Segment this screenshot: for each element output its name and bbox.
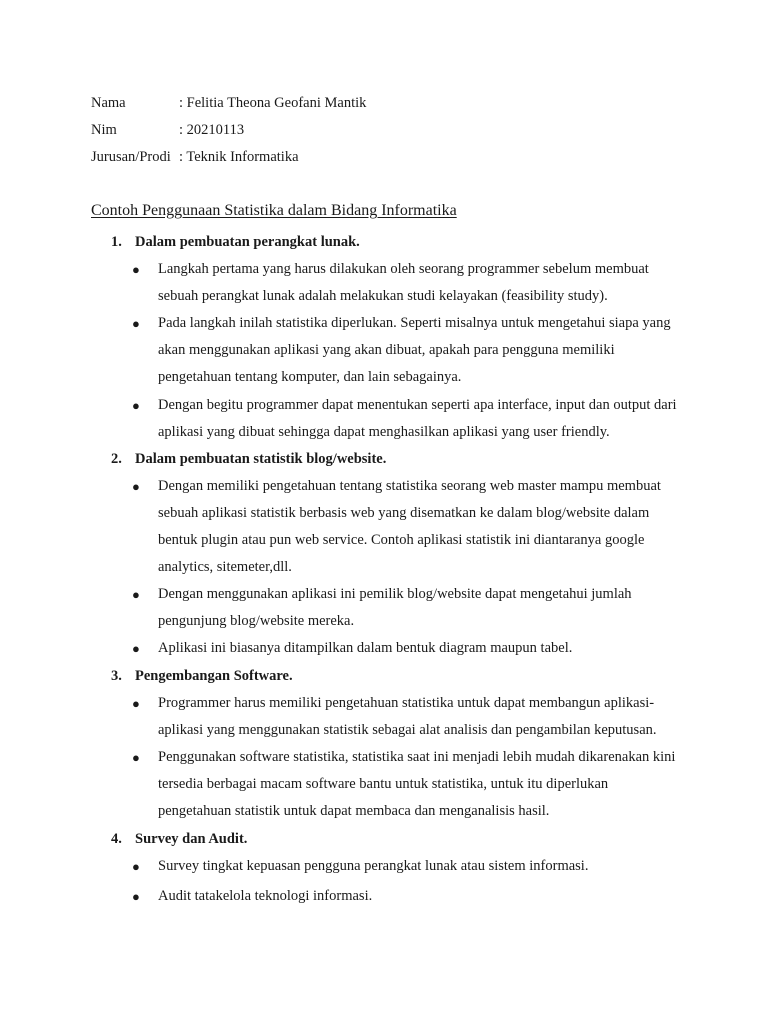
section-number: 2. bbox=[111, 451, 122, 467]
bullet-icon: ● bbox=[132, 316, 140, 331]
section-title: Dalam pembuatan perangkat lunak. bbox=[135, 234, 360, 250]
bullet-icon: ● bbox=[132, 889, 140, 904]
list-item-text: Audit tatakelola teknologi informasi. bbox=[158, 888, 373, 904]
list-item-text: Dengan menggunakan aplikasi ini pemilik blog/website dapat mengetahui jumlah pengunjung blog/website mereka. bbox=[158, 586, 632, 629]
list-item-text: Dengan begitu programmer dapat menentukan seperti apa interface, input dan output dari aplikasi yang dibuat sehingga dapat menghasilkan aplikasi yang user friendly. bbox=[158, 397, 677, 440]
bullet-icon: ● bbox=[132, 696, 140, 711]
list-item bbox=[132, 690, 677, 744]
identity-row-jurusan bbox=[91, 146, 366, 173]
list-item bbox=[132, 473, 677, 581]
bullet-icon: ● bbox=[132, 750, 140, 765]
bullet-icon: ● bbox=[132, 641, 140, 656]
identity-row-name bbox=[91, 92, 366, 119]
bullet-icon: ● bbox=[132, 262, 140, 277]
identity-row-nim bbox=[91, 119, 366, 146]
identity-value: : 20210113 bbox=[179, 122, 245, 138]
list-item-text: Dengan memiliki pengetahuan tentang statistika seorang web master mampu membuat sebuah aplikasi statistik berbasis web yang disematkan ke dalam blog/website dalam bentuk plugin atau pun web service. Contoh aplikasi statistik ini diantaranya google analytics, sitemeter,dll. bbox=[158, 478, 661, 575]
section-heading-2 bbox=[111, 448, 386, 470]
list-item bbox=[132, 392, 677, 446]
list-item-text: Aplikasi ini biasanya ditampilkan dalam bentuk diagram maupun tabel. bbox=[158, 640, 573, 656]
bullet-icon: ● bbox=[132, 587, 140, 602]
section-heading-3 bbox=[111, 665, 293, 687]
list-item-text: Survey tingkat kepuasan pengguna perangkat lunak atau sistem informasi. bbox=[158, 858, 589, 874]
bullet-icon: ● bbox=[132, 859, 140, 874]
list-item bbox=[132, 581, 677, 635]
bullet-icon: ● bbox=[132, 398, 140, 413]
section-number: 1. bbox=[111, 234, 122, 250]
bullet-icon: ● bbox=[132, 479, 140, 494]
list-item-text: Penggunakan software statistika, statistika saat ini menjadi lebih mudah dikarenakan kini tersedia berbagai macam software bantu untuk statistika, untuk itu diperlukan pengetahuan statistik untuk dapat membaca dan menganalisis hasil. bbox=[158, 749, 676, 819]
identity-label: Nim bbox=[91, 122, 117, 138]
list-item-text: Pada langkah inilah statistika diperlukan. Seperti misalnya untuk mengetahui siapa yang akan menggunakan aplikasi yang akan dibuat, apakah para pengguna memiliki pengetahuan tentang komputer, dan lain sebagainya. bbox=[158, 315, 671, 385]
identity-label: Jurusan/Prodi bbox=[91, 149, 171, 165]
list-item bbox=[132, 883, 677, 910]
identity-block bbox=[91, 92, 366, 173]
identity-value: : Teknik Informatika bbox=[179, 149, 299, 165]
section-title: Pengembangan Software. bbox=[135, 668, 293, 684]
list-item bbox=[132, 635, 677, 662]
section-title: Survey dan Audit. bbox=[135, 831, 248, 847]
list-item bbox=[132, 853, 677, 880]
section-number: 4. bbox=[111, 831, 122, 847]
identity-label: Nama bbox=[91, 95, 126, 111]
section-number: 3. bbox=[111, 668, 122, 684]
identity-value: : Felitia Theona Geofani Mantik bbox=[179, 95, 367, 111]
list-item-text: Programmer harus memiliki pengetahuan statistika untuk dapat membangun aplikasi-aplikasi yang menggunakan statistik sebagai alat analisis dan pengambilan keputusan. bbox=[158, 695, 657, 738]
section-heading-4 bbox=[111, 828, 247, 850]
section-title: Dalam pembuatan statistik blog/website. bbox=[135, 451, 387, 467]
list-item bbox=[132, 256, 677, 310]
document-title: Contoh Penggunaan Statistika dalam Bidang Informatika bbox=[91, 202, 457, 219]
section-heading-1 bbox=[111, 231, 360, 253]
list-item-text: Langkah pertama yang harus dilakukan oleh seorang programmer sebelum membuat sebuah perangkat lunak adalah melakukan studi kelayakan (feasibility study). bbox=[158, 261, 649, 304]
list-item bbox=[132, 744, 677, 825]
list-item bbox=[132, 310, 677, 391]
